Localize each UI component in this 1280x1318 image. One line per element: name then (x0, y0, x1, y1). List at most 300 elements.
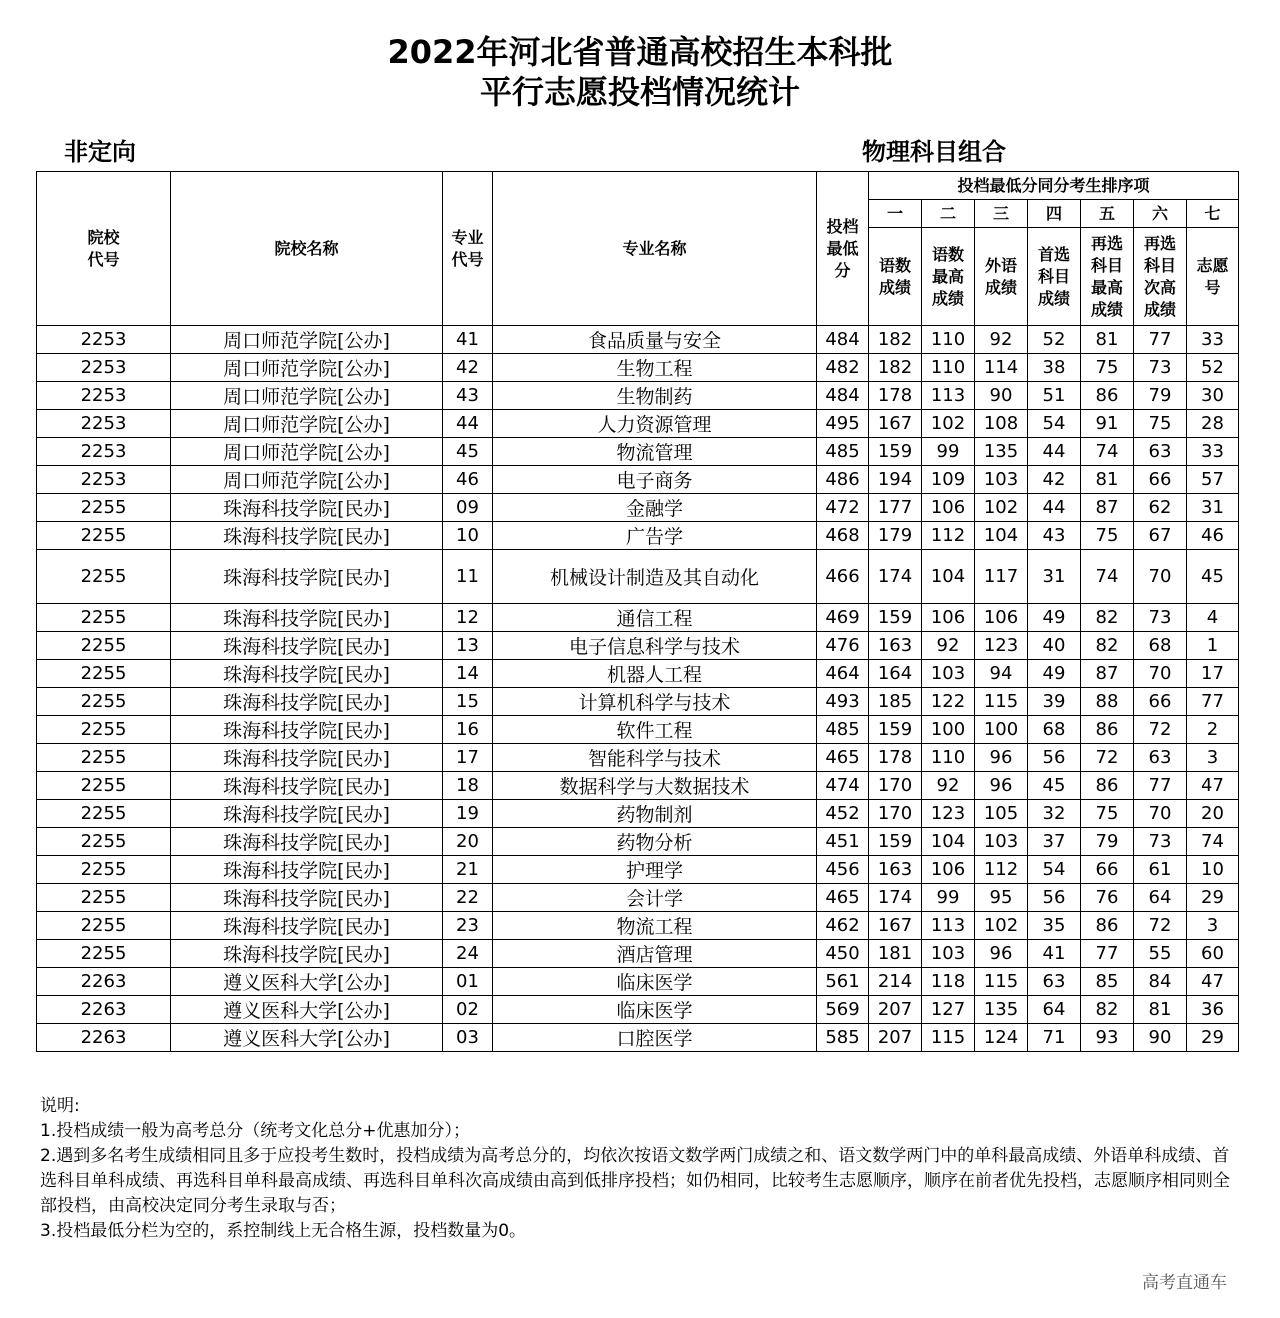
rank1-cell: 178 (869, 744, 922, 772)
rank3-cell: 106 (975, 604, 1028, 632)
rank2-cell: 106 (922, 856, 975, 884)
school-name-cell: 珠海科技学院[民办] (171, 772, 443, 800)
header-rank-4: 四 (1028, 200, 1081, 228)
min-score-cell: 474 (817, 772, 869, 800)
rank4-cell: 49 (1028, 660, 1081, 688)
rank6-cell: 68 (1134, 632, 1187, 660)
major-name-cell: 物流工程 (493, 912, 817, 940)
rank7-cell: 33 (1187, 438, 1239, 466)
rank6-cell: 73 (1134, 828, 1187, 856)
school-name-cell: 珠海科技学院[民办] (171, 912, 443, 940)
table-row (37, 494, 1239, 522)
rank4-cell: 35 (1028, 912, 1081, 940)
rank5-cell: 76 (1081, 884, 1134, 912)
rank7-cell: 3 (1187, 744, 1239, 772)
rank4-cell: 51 (1028, 382, 1081, 410)
min-score-cell: 484 (817, 326, 869, 354)
rank3-cell: 105 (975, 800, 1028, 828)
rank3-cell: 108 (975, 410, 1028, 438)
min-score-cell: 482 (817, 354, 869, 382)
rank5-cell: 75 (1081, 800, 1134, 828)
rank3-cell: 95 (975, 884, 1028, 912)
rank7-cell: 46 (1187, 522, 1239, 550)
rank1-cell: 194 (869, 466, 922, 494)
school-code-cell: 2255 (37, 800, 171, 828)
rank5-cell: 81 (1081, 326, 1134, 354)
rank4-cell: 56 (1028, 884, 1081, 912)
rank3-cell: 96 (975, 772, 1028, 800)
rank2-cell: 106 (922, 494, 975, 522)
rank7-cell: 10 (1187, 856, 1239, 884)
header-tiebreak-group: 投档最低分同分考生排序项 (869, 172, 1239, 200)
major-code-cell: 43 (443, 382, 493, 410)
rank7-cell: 31 (1187, 494, 1239, 522)
rank7-cell: 45 (1187, 550, 1239, 604)
rank7-cell: 47 (1187, 772, 1239, 800)
major-code-cell: 15 (443, 688, 493, 716)
min-score-cell: 569 (817, 996, 869, 1024)
rank7-cell: 33 (1187, 326, 1239, 354)
major-name-cell: 药物分析 (493, 828, 817, 856)
rank1-cell: 159 (869, 828, 922, 856)
rank5-cell: 86 (1081, 772, 1134, 800)
rank6-cell: 79 (1134, 382, 1187, 410)
rank1-cell: 207 (869, 1024, 922, 1052)
major-code-cell: 20 (443, 828, 493, 856)
min-score-cell: 451 (817, 828, 869, 856)
min-score-cell: 486 (817, 466, 869, 494)
school-code-cell: 2263 (37, 1024, 171, 1052)
rank7-cell: 3 (1187, 912, 1239, 940)
rank1-cell: 177 (869, 494, 922, 522)
major-name-cell: 口腔医学 (493, 1024, 817, 1052)
school-code-cell: 2255 (37, 604, 171, 632)
rank4-cell: 52 (1028, 326, 1081, 354)
rank1-cell: 185 (869, 688, 922, 716)
rank4-cell: 40 (1028, 632, 1081, 660)
rank4-cell: 43 (1028, 522, 1081, 550)
major-code-cell: 12 (443, 604, 493, 632)
table-row (37, 382, 1239, 410)
school-code-cell: 2253 (37, 382, 171, 410)
school-name-cell: 珠海科技学院[民办] (171, 522, 443, 550)
min-score-cell: 452 (817, 800, 869, 828)
min-score-cell: 468 (817, 522, 869, 550)
major-name-cell: 电子商务 (493, 466, 817, 494)
table-row (37, 326, 1239, 354)
rank2-cell: 100 (922, 716, 975, 744)
rank7-cell: 77 (1187, 688, 1239, 716)
school-code-cell: 2253 (37, 410, 171, 438)
rank6-cell: 75 (1134, 410, 1187, 438)
rank1-cell: 167 (869, 410, 922, 438)
rank6-cell: 67 (1134, 522, 1187, 550)
school-code-cell: 2255 (37, 772, 171, 800)
rank3-cell: 102 (975, 494, 1028, 522)
school-code-cell: 2255 (37, 716, 171, 744)
rank6-cell: 73 (1134, 354, 1187, 382)
major-code-cell: 10 (443, 522, 493, 550)
rank7-cell: 28 (1187, 410, 1239, 438)
rank4-cell: 68 (1028, 716, 1081, 744)
rank6-cell: 63 (1134, 744, 1187, 772)
rank6-cell: 63 (1134, 438, 1187, 466)
header-sub-1: 语数成绩 (869, 228, 922, 326)
source-watermark: 高考直通车 (1142, 1273, 1227, 1293)
header-rank-6: 六 (1134, 200, 1187, 228)
min-score-cell: 472 (817, 494, 869, 522)
rank7-cell: 29 (1187, 1024, 1239, 1052)
title-line-2: 平行志愿投档情况统计 (479, 73, 800, 111)
rank5-cell: 72 (1081, 744, 1134, 772)
rank1-cell: 174 (869, 884, 922, 912)
major-name-cell: 数据科学与大数据技术 (493, 772, 817, 800)
rank3-cell: 112 (975, 856, 1028, 884)
title-line-1: 2022年河北省普通高校招生本科批 (387, 33, 893, 71)
rank5-cell: 91 (1081, 410, 1134, 438)
school-name-cell: 周口师范学院[公办] (171, 326, 443, 354)
table-row (37, 996, 1239, 1024)
major-code-cell: 11 (443, 550, 493, 604)
rank4-cell: 54 (1028, 856, 1081, 884)
rank6-cell: 70 (1134, 800, 1187, 828)
rank5-cell: 82 (1081, 996, 1134, 1024)
rank5-cell: 88 (1081, 688, 1134, 716)
rank7-cell: 4 (1187, 604, 1239, 632)
min-score-cell: 466 (817, 550, 869, 604)
major-name-cell: 生物工程 (493, 354, 817, 382)
rank2-cell: 103 (922, 660, 975, 688)
school-code-cell: 2255 (37, 632, 171, 660)
rank4-cell: 31 (1028, 550, 1081, 604)
rank4-cell: 39 (1028, 688, 1081, 716)
rank4-cell: 63 (1028, 968, 1081, 996)
major-code-cell: 09 (443, 494, 493, 522)
major-name-cell: 机器人工程 (493, 660, 817, 688)
major-name-cell: 金融学 (493, 494, 817, 522)
rank2-cell: 115 (922, 1024, 975, 1052)
school-name-cell: 珠海科技学院[民办] (171, 716, 443, 744)
major-code-cell: 01 (443, 968, 493, 996)
major-code-cell: 18 (443, 772, 493, 800)
rank2-cell: 103 (922, 940, 975, 968)
table-row (37, 688, 1239, 716)
rank5-cell: 74 (1081, 550, 1134, 604)
rank5-cell: 87 (1081, 494, 1134, 522)
school-code-cell: 2255 (37, 550, 171, 604)
table-row (37, 660, 1239, 688)
rank4-cell: 37 (1028, 828, 1081, 856)
rank1-cell: 159 (869, 438, 922, 466)
major-name-cell: 广告学 (493, 522, 817, 550)
school-name-cell: 珠海科技学院[民办] (171, 744, 443, 772)
school-code-cell: 2263 (37, 996, 171, 1024)
rank2-cell: 109 (922, 466, 975, 494)
rank3-cell: 92 (975, 326, 1028, 354)
major-code-cell: 17 (443, 744, 493, 772)
rank1-cell: 207 (869, 996, 922, 1024)
rank4-cell: 64 (1028, 996, 1081, 1024)
rank2-cell: 112 (922, 522, 975, 550)
note-line-2: 2.遇到多名考生成绩相同且多于应投考生数时，投档成绩为高考总分的，均依次按语文数学两门成绩之和、语文数学两门中的单科最高成绩、外语单科成绩、首选科目单科成绩、再选科目单科最高成绩、再选科目单科次高成绩由高到低排序投档；如仍相同，比较考生志愿顺序，顺序在前者优先投档，志愿顺序相同则全部投档，由高校决定同分考生录取与否； (40, 1146, 1230, 1216)
table-row (37, 884, 1239, 912)
major-code-cell: 44 (443, 410, 493, 438)
major-code-cell: 03 (443, 1024, 493, 1052)
notes-section (40, 1094, 1235, 1244)
school-code-cell: 2255 (37, 940, 171, 968)
major-code-cell: 19 (443, 800, 493, 828)
rank7-cell: 29 (1187, 884, 1239, 912)
rank4-cell: 41 (1028, 940, 1081, 968)
rank4-cell: 38 (1028, 354, 1081, 382)
min-score-cell: 495 (817, 410, 869, 438)
school-name-cell: 珠海科技学院[民办] (171, 604, 443, 632)
table-row (37, 1024, 1239, 1052)
rank3-cell: 104 (975, 522, 1028, 550)
school-name-cell: 遵义医科大学[公办] (171, 968, 443, 996)
school-code-cell: 2255 (37, 744, 171, 772)
rank5-cell: 75 (1081, 354, 1134, 382)
table-row (37, 856, 1239, 884)
rank6-cell: 66 (1134, 466, 1187, 494)
major-code-cell: 42 (443, 354, 493, 382)
rank5-cell: 87 (1081, 660, 1134, 688)
major-name-cell: 临床医学 (493, 968, 817, 996)
rank7-cell: 2 (1187, 716, 1239, 744)
rank3-cell: 114 (975, 354, 1028, 382)
subject-combination-label: 物理科目组合 (862, 138, 1006, 166)
rank3-cell: 115 (975, 968, 1028, 996)
major-name-cell: 酒店管理 (493, 940, 817, 968)
table-row (37, 410, 1239, 438)
rank3-cell: 96 (975, 744, 1028, 772)
rank3-cell: 96 (975, 940, 1028, 968)
rank2-cell: 122 (922, 688, 975, 716)
min-score-cell: 465 (817, 744, 869, 772)
note-line-3: 3.投档最低分栏为空的，系控制线上无合格生源，投档数量为0。 (40, 1221, 527, 1241)
rank3-cell: 94 (975, 660, 1028, 688)
school-name-cell: 遵义医科大学[公办] (171, 996, 443, 1024)
rank6-cell: 77 (1134, 772, 1187, 800)
school-name-cell: 珠海科技学院[民办] (171, 550, 443, 604)
rank4-cell: 54 (1028, 410, 1081, 438)
header-rank-2: 二 (922, 200, 975, 228)
rank2-cell: 123 (922, 800, 975, 828)
school-code-cell: 2253 (37, 466, 171, 494)
rank2-cell: 127 (922, 996, 975, 1024)
table-row (37, 912, 1239, 940)
major-name-cell: 药物制剂 (493, 800, 817, 828)
rank1-cell: 181 (869, 940, 922, 968)
major-code-cell: 22 (443, 884, 493, 912)
major-code-cell: 13 (443, 632, 493, 660)
rank5-cell: 86 (1081, 716, 1134, 744)
table-row (37, 522, 1239, 550)
header-sub-3: 外语成绩 (975, 228, 1028, 326)
school-code-cell: 2255 (37, 912, 171, 940)
rank4-cell: 32 (1028, 800, 1081, 828)
school-name-cell: 周口师范学院[公办] (171, 466, 443, 494)
school-code-cell: 2253 (37, 438, 171, 466)
rank2-cell: 106 (922, 604, 975, 632)
school-name-cell: 周口师范学院[公办] (171, 410, 443, 438)
min-score-cell: 561 (817, 968, 869, 996)
school-code-cell: 2255 (37, 856, 171, 884)
header-school-code: 院校代号 (37, 172, 171, 326)
rank5-cell: 81 (1081, 466, 1134, 494)
rank2-cell: 113 (922, 912, 975, 940)
rank3-cell: 103 (975, 466, 1028, 494)
header-min-score: 投档最低分 (817, 172, 869, 326)
rank4-cell: 44 (1028, 494, 1081, 522)
min-score-cell: 450 (817, 940, 869, 968)
rank6-cell: 84 (1134, 968, 1187, 996)
rank7-cell: 60 (1187, 940, 1239, 968)
rank4-cell: 49 (1028, 604, 1081, 632)
header-sub-4: 首选科目成绩 (1028, 228, 1081, 326)
rank1-cell: 159 (869, 716, 922, 744)
rank6-cell: 70 (1134, 550, 1187, 604)
min-score-cell: 484 (817, 382, 869, 410)
rank6-cell: 62 (1134, 494, 1187, 522)
school-code-cell: 2255 (37, 828, 171, 856)
school-name-cell: 珠海科技学院[民办] (171, 800, 443, 828)
rank1-cell: 179 (869, 522, 922, 550)
rank3-cell: 124 (975, 1024, 1028, 1052)
major-code-cell: 41 (443, 326, 493, 354)
rank2-cell: 118 (922, 968, 975, 996)
header-sub-7: 志愿号 (1187, 228, 1239, 326)
header-sub-6: 再选科目次高成绩 (1134, 228, 1187, 326)
major-name-cell: 人力资源管理 (493, 410, 817, 438)
rank2-cell: 110 (922, 354, 975, 382)
major-code-cell: 46 (443, 466, 493, 494)
rank2-cell: 92 (922, 772, 975, 800)
rank6-cell: 72 (1134, 912, 1187, 940)
school-code-cell: 2253 (37, 354, 171, 382)
major-code-cell: 02 (443, 996, 493, 1024)
school-name-cell: 珠海科技学院[民办] (171, 494, 443, 522)
major-name-cell: 临床医学 (493, 996, 817, 1024)
table-row (37, 940, 1239, 968)
min-score-cell: 485 (817, 438, 869, 466)
rank6-cell: 64 (1134, 884, 1187, 912)
rank6-cell: 55 (1134, 940, 1187, 968)
min-score-cell: 456 (817, 856, 869, 884)
school-code-cell: 2255 (37, 688, 171, 716)
header-sub-5: 再选科目最高成绩 (1081, 228, 1134, 326)
major-name-cell: 食品质量与安全 (493, 326, 817, 354)
rank7-cell: 74 (1187, 828, 1239, 856)
rank2-cell: 92 (922, 632, 975, 660)
min-score-cell: 462 (817, 912, 869, 940)
major-name-cell: 护理学 (493, 856, 817, 884)
table-row (37, 800, 1239, 828)
rank1-cell: 182 (869, 326, 922, 354)
rank1-cell: 174 (869, 550, 922, 604)
header-rank-7: 七 (1187, 200, 1239, 228)
table-row (37, 632, 1239, 660)
major-name-cell: 机械设计制造及其自动化 (493, 550, 817, 604)
rank3-cell: 103 (975, 828, 1028, 856)
rank5-cell: 85 (1081, 968, 1134, 996)
major-code-cell: 23 (443, 912, 493, 940)
admission-table (36, 171, 1239, 1052)
school-name-cell: 珠海科技学院[民办] (171, 660, 443, 688)
rank5-cell: 93 (1081, 1024, 1134, 1052)
school-name-cell: 珠海科技学院[民办] (171, 688, 443, 716)
rank6-cell: 66 (1134, 688, 1187, 716)
school-code-cell: 2255 (37, 522, 171, 550)
rank5-cell: 86 (1081, 382, 1134, 410)
major-name-cell: 通信工程 (493, 604, 817, 632)
rank1-cell: 214 (869, 968, 922, 996)
rank3-cell: 102 (975, 912, 1028, 940)
major-code-cell: 16 (443, 716, 493, 744)
rank2-cell: 99 (922, 438, 975, 466)
table-row (37, 354, 1239, 382)
major-name-cell: 物流管理 (493, 438, 817, 466)
major-code-cell: 45 (443, 438, 493, 466)
rank1-cell: 167 (869, 912, 922, 940)
rank7-cell: 30 (1187, 382, 1239, 410)
school-name-cell: 周口师范学院[公办] (171, 354, 443, 382)
header-major-code: 专业代号 (443, 172, 493, 326)
rank2-cell: 102 (922, 410, 975, 438)
rank3-cell: 90 (975, 382, 1028, 410)
min-score-cell: 465 (817, 884, 869, 912)
major-name-cell: 生物制药 (493, 382, 817, 410)
major-code-cell: 24 (443, 940, 493, 968)
school-code-cell: 2255 (37, 494, 171, 522)
header-rank-3: 三 (975, 200, 1028, 228)
school-code-cell: 2253 (37, 326, 171, 354)
rank3-cell: 135 (975, 996, 1028, 1024)
rank5-cell: 86 (1081, 912, 1134, 940)
rank1-cell: 170 (869, 772, 922, 800)
rank6-cell: 73 (1134, 604, 1187, 632)
category-label: 非定向 (64, 138, 136, 166)
school-code-cell: 2263 (37, 968, 171, 996)
major-name-cell: 计算机科学与技术 (493, 688, 817, 716)
rank6-cell: 61 (1134, 856, 1187, 884)
rank3-cell: 123 (975, 632, 1028, 660)
rank4-cell: 42 (1028, 466, 1081, 494)
major-code-cell: 21 (443, 856, 493, 884)
rank1-cell: 164 (869, 660, 922, 688)
min-score-cell: 476 (817, 632, 869, 660)
rank6-cell: 90 (1134, 1024, 1187, 1052)
table-row (37, 968, 1239, 996)
note-line-1: 1.投档成绩一般为高考总分（统考文化总分+优惠加分）； (40, 1121, 470, 1141)
table-row (37, 438, 1239, 466)
rank3-cell: 135 (975, 438, 1028, 466)
rank5-cell: 77 (1081, 940, 1134, 968)
header-school-name: 院校名称 (171, 172, 443, 326)
rank7-cell: 52 (1187, 354, 1239, 382)
rank7-cell: 47 (1187, 968, 1239, 996)
rank4-cell: 71 (1028, 1024, 1081, 1052)
rank4-cell: 45 (1028, 772, 1081, 800)
rank2-cell: 104 (922, 550, 975, 604)
rank2-cell: 104 (922, 828, 975, 856)
rank5-cell: 82 (1081, 604, 1134, 632)
school-name-cell: 珠海科技学院[民办] (171, 828, 443, 856)
rank7-cell: 36 (1187, 996, 1239, 1024)
rank2-cell: 113 (922, 382, 975, 410)
major-name-cell: 会计学 (493, 884, 817, 912)
major-name-cell: 软件工程 (493, 716, 817, 744)
